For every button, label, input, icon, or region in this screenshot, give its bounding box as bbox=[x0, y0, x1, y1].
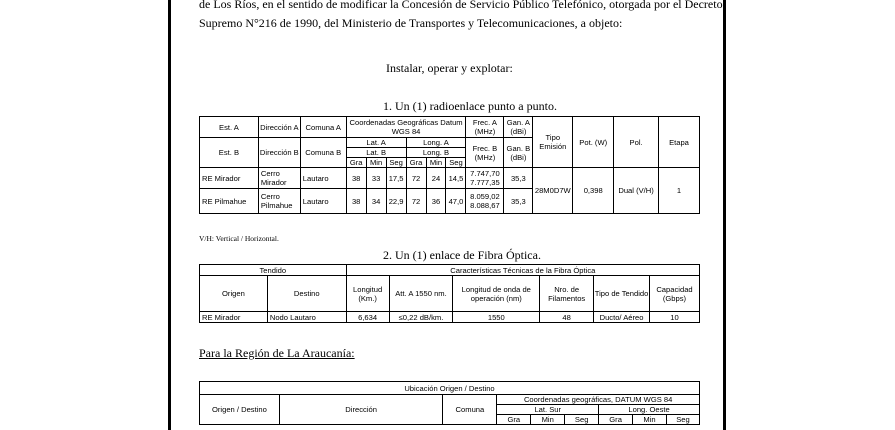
header-gra: Gra bbox=[406, 158, 426, 168]
header-frec-b: Frec. B (MHz) bbox=[466, 138, 504, 168]
item1-title: 1. Un (1) radioenlace punto a punto. bbox=[383, 99, 557, 113]
header-dir-a: Dirección A bbox=[258, 117, 300, 138]
cell-gan: 35,3 bbox=[504, 168, 533, 189]
cell-est: RE Pilmahue bbox=[200, 189, 259, 214]
header-min: Min bbox=[531, 415, 565, 425]
header-caracteristicas: Características Técnicas de la Fibra Óptica bbox=[346, 265, 699, 276]
header-gan-a: Gan. A (dBi) bbox=[504, 117, 533, 138]
cell-frec: 8.059,02 8.088,67 bbox=[466, 189, 504, 214]
header-destino: Destino bbox=[267, 276, 346, 312]
header-seg: Seg bbox=[386, 158, 406, 168]
header-capacidad: Capacidad (Gbps) bbox=[649, 276, 699, 312]
cell-filamentos: 48 bbox=[540, 312, 594, 323]
table-row bbox=[200, 312, 700, 323]
header-coords: Coordenadas Geográficas Datum WGS 84 bbox=[346, 117, 466, 138]
cell-est: RE Mirador bbox=[200, 168, 259, 189]
header-min: Min bbox=[426, 158, 446, 168]
cell-lat-g: 38 bbox=[346, 189, 366, 214]
radio-link-table bbox=[199, 116, 700, 214]
cell-pol: Dual (V/H) bbox=[614, 168, 659, 214]
header-com-a: Comuna A bbox=[300, 117, 346, 138]
header-direccion: Dirección bbox=[279, 395, 443, 425]
header-lat-sur: Lat. Sur bbox=[497, 405, 599, 415]
cell-tipo: Ducto/ Aéreo bbox=[594, 312, 650, 323]
header-est-b: Est. B bbox=[200, 138, 259, 168]
header-min: Min bbox=[633, 415, 667, 425]
cell-com: Lautaro bbox=[300, 168, 346, 189]
header-seg: Seg bbox=[565, 415, 599, 425]
header-est-a: Est. A bbox=[200, 117, 259, 138]
item2-title: 2. Un (1) enlace de Fibra Óptica. bbox=[383, 248, 541, 262]
section-title-araucania: Para la Región de La Araucanía: bbox=[199, 346, 355, 360]
header-dir-b: Dirección B bbox=[258, 138, 300, 168]
header-lat-b: Lat. B bbox=[346, 148, 406, 158]
intro-line-2: Supremo N°216 de 1990, del Ministerio de Transportes y Telecomunicaciones, a objeto: bbox=[199, 16, 623, 30]
cell-lat-m: 34 bbox=[366, 189, 386, 214]
header-filamentos: Nro. de Filamentos bbox=[540, 276, 594, 312]
cell-dir: Cerro Mirador bbox=[258, 168, 300, 189]
header-tipo-tendido: Tipo de Tendido bbox=[594, 276, 650, 312]
cell-lon-g: 72 bbox=[406, 168, 426, 189]
cell-lon-m: 24 bbox=[426, 168, 446, 189]
cell-origen: RE Mirador bbox=[200, 312, 268, 323]
page-frame-left bbox=[168, 0, 171, 430]
cell-onda: 1550 bbox=[453, 312, 540, 323]
cell-longitud: 6,634 bbox=[346, 312, 389, 323]
header-pol: Pol. bbox=[614, 117, 659, 168]
cell-com: Lautaro bbox=[300, 189, 346, 214]
cell-dir: Cerro Pilmahue bbox=[258, 189, 300, 214]
header-lat-a: Lat. A bbox=[346, 138, 406, 148]
cell-destino: Nodo Lautaro bbox=[267, 312, 346, 323]
header-longitud: Longitud (Km.) bbox=[346, 276, 389, 312]
cell-pot: 0,398 bbox=[573, 168, 614, 214]
header-gan-b: Gan. B (dBi) bbox=[504, 138, 533, 168]
cell-lat-s: 22,9 bbox=[386, 189, 406, 214]
header-gra: Gra bbox=[346, 158, 366, 168]
header-gra: Gra bbox=[497, 415, 531, 425]
header-coordenadas: Coordenadas geográficas, DATUM WGS 84 bbox=[497, 395, 700, 405]
cell-lon-s: 14,5 bbox=[446, 168, 466, 189]
cell-lon-g: 72 bbox=[406, 189, 426, 214]
cell-frec: 7.747,70 7.777,35 bbox=[466, 168, 504, 189]
header-long-a: Long. A bbox=[406, 138, 466, 148]
header-frec-a: Frec. A (MHz) bbox=[466, 117, 504, 138]
cell-lon-s: 47,0 bbox=[446, 189, 466, 214]
cell-capacidad: 10 bbox=[649, 312, 699, 323]
header-gra: Gra bbox=[599, 415, 633, 425]
header-etapa: Etapa bbox=[659, 117, 700, 168]
heading-install: Instalar, operar y explotar: bbox=[386, 61, 513, 75]
fiber-optic-table bbox=[199, 264, 700, 323]
cell-gan: 35,3 bbox=[504, 189, 533, 214]
header-att: Att. A 1550 nm. bbox=[389, 276, 453, 312]
header-comuna: Comuna bbox=[443, 395, 497, 425]
cell-lon-m: 36 bbox=[426, 189, 446, 214]
header-pot: Pot. (W) bbox=[573, 117, 614, 168]
header-seg: Seg bbox=[446, 158, 466, 168]
header-long-b: Long. B bbox=[406, 148, 466, 158]
header-tipo: Tipo Emisión bbox=[533, 117, 573, 168]
header-tendido: Tendido bbox=[200, 265, 347, 276]
cell-lat-s: 17,5 bbox=[386, 168, 406, 189]
cell-etapa: 1 bbox=[659, 168, 700, 214]
header-ubicacion: Ubicación Origen / Destino bbox=[200, 382, 700, 395]
cell-lat-g: 38 bbox=[346, 168, 366, 189]
header-onda: Longitud de onda de operación (nm) bbox=[453, 276, 540, 312]
header-seg: Seg bbox=[667, 415, 700, 425]
header-long-oeste: Long. Oeste bbox=[599, 405, 700, 415]
cell-lat-m: 33 bbox=[366, 168, 386, 189]
cell-att: ≤0,22 dB/km. bbox=[389, 312, 453, 323]
page-frame-right bbox=[723, 0, 726, 430]
header-min: Min bbox=[366, 158, 386, 168]
table-row bbox=[200, 168, 700, 189]
location-table bbox=[199, 381, 700, 425]
intro-line-1: de Los Ríos, en el sentido de modificar la Concesión de Servicio Público Telefónico, otorgada por el Decreto bbox=[199, 0, 723, 11]
header-origen: Origen bbox=[200, 276, 268, 312]
header-com-b: Comuna B bbox=[300, 138, 346, 168]
cell-tipo: 28M0D7W bbox=[533, 168, 573, 214]
header-origen-destino: Origen / Destino bbox=[200, 395, 280, 425]
polarization-note: V/H: Vertical / Horizontal. bbox=[199, 234, 279, 243]
